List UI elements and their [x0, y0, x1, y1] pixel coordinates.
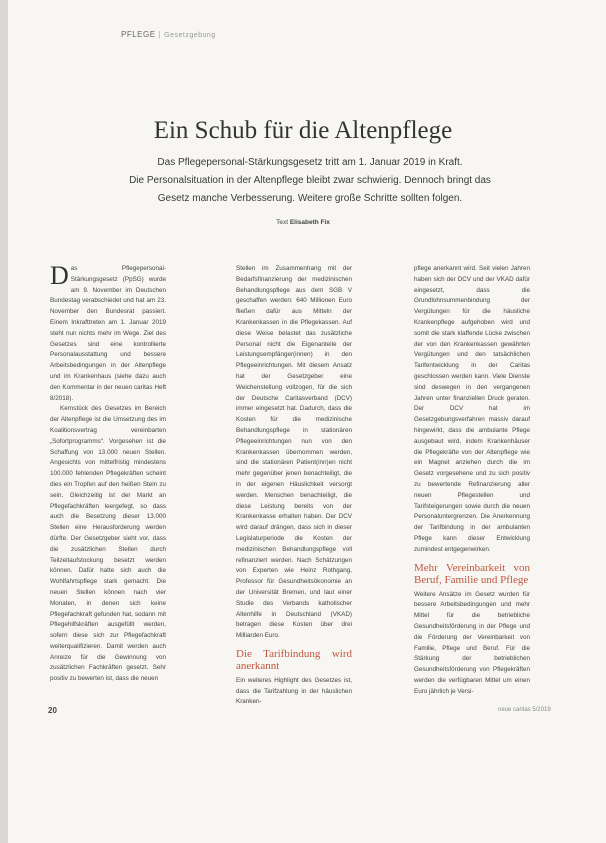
magazine-name: neue caritas 5/2019 — [498, 707, 551, 713]
lead-line-2: Die Personalsituation in der Altenpflege bleibt zwar schwierig. Dennoch bringt das — [129, 175, 491, 186]
page-number: 20 — [48, 706, 57, 715]
subheading-vereinbarkeit: Mehr Vereinbarkeit von Beruf, Familie und Pflege — [414, 561, 530, 586]
column-2-paragraph-1: Stellen im Zusammenhang mit der Bedarfsfinanzierung der medizinischen Behandlungspflege aus dem SGB V geschaffen werden: 640 Millionen Euro fließen dafür aus Mitteln der Krankenkassen in die Pflegekassen. Auf diese Weise belastet das zusätzliche Personal nicht die Eigenanteile der Leistungsempfänger(innen) in den Pflegeeinrichtungen. Mit diesem Ansatz hat der Gesetzgeber eine Weichenstellung vollzogen, für die sich der Deutsche Caritasverband (DCV) immer eingesetzt hat. Dadurch, dass die Kosten für die medizinische Behandlungspflege in stationären Pflegeeinrichtungen nun von den Krankenkassen übernommen werden, sind die stationären Patient(inn)en nicht mehr gegenüber jenen benachteiligt, die in der eigenen Häuslichkeit versorgt werden. Menschen benachteiligt, die diese Leistung bereits von der Krankenkasse erhalten haben. Der DCV wird darauf drängen, dass sich in dieser Legislaturperiode die Kosten der medizinischen Behandlungspflege voll refinanziert werden. Nach Schätzungen von Experten wie Heinz Rothgang, Professor für Gesundheitsökonomie an der Universität Bremen, und laut einer Studie des Verbands katholischer Altenhilfe in Deutschland (VKAD) betragen diese Kosten über drei Milliarden Euro. — [236, 265, 352, 640]
column-1-paragraph-1-text: as Pflegepersonal-Stärkungsgesetz (PpSG) wurde am 9. November im Deutschen Bundestag verabschiedet und hat am 23. November den Bundesrat passiert. Einem Inkrafttreten am 1. Januar 2019 steht nun nichts mehr im Wege. Ziel des Gesetzes sind eine kontrollierte Personalausstattung und bessere Arbeitsbedingungen in der Altenpflege und im Krankenhaus (siehe dazu auch den Kommentar in der neuen caritas Heft 8/2018). — [50, 265, 166, 402]
author-name: Elisabeth Fix — [289, 219, 330, 226]
author-byline — [0, 219, 606, 226]
column-1-paragraph-1 — [50, 261, 166, 404]
drop-cap: D — [50, 261, 69, 290]
text-column-2 — [236, 264, 352, 708]
article-lead — [110, 154, 510, 208]
column-3-paragraph-2: Weitere Ansätze im Gesetz wurden für bessere Arbeitsbedingungen und mehr Mittel für die betriebliche Gesundheitsförderung in der Pflege und die Förderung der Vereinbarkeit von Familie, Pflege und Beruf. Für die Stärkung der betrieblichen Gesundheitsförderung von Pflegekräften werden die verfügbaren Mittel um einen Euro jährlich je Versi- — [414, 590, 530, 695]
author-prefix: Text — [276, 219, 290, 226]
text-column-3 — [414, 264, 530, 697]
header-separator: | — [158, 30, 162, 39]
column-3-paragraph-1: pflege anerkannt wird. Seit vielen Jahren haben sich der DCV und der VKAD dafür eingesetzt, dass die Grundlohnsummenbindung der Vergütungen für die häusliche Krankenpflege aufgehoben wird und somit die stark klaffende Lücke zwischen der von den Krankenkassen gewährten Vergütungen und den tatsächlichen Tarifentwicklung in der Caritas geschlossen werden kann. Viele Dienste sind deswegen in den vergangenen Jahren unter finanziellen Druck geraten. Der DCV hat im Gesetzgebungsverfahren massiv darauf hingewirkt, dass die ambulante Pflege ausgebaut wird, indem Krankenhäuser die Pflegekräfte von der Altenpflege wie ein Magnet anziehen durch die im Gesetz vorgesehene und zu sich positiv zu bewertende Refinanzierung aller neuen Pflegestellen und Tarifsteigerungen sowie durch die neuen Personaluntergrenzen. Die Anerkennung der Tarifbindung in der ambulanten Pflege kann dieser Entwicklung zumindest entgegenwirken. — [414, 265, 530, 553]
column-2-paragraph-2: Ein weiteres Highlight des Gesetzes ist, dass die Tarifzahlung in der häuslichen Kranken- — [236, 676, 352, 706]
lead-line-1: Das Pflegepersonal-Stärkungsgesetz tritt am 1. Januar 2019 in Kraft. — [157, 157, 463, 168]
lead-line-3: Gesetz manche Verbesserung. Weitere große Schritte sollten folgen. — [157, 193, 463, 204]
column-1-paragraph-2: Kernstück des Gesetzes im Bereich der Altenpflege ist die Umsetzung des im Koalitionsvertrag vereinbarten „Sofortprogramms“. Vorgesehen ist die Schaffung von 13.000 neuen Stellen. Angesichts von mittelfristig mindestens 100.000 fehlenden Pflegekräften scheint dies ein Tropfen auf den heißen Stein zu sein. Gleichzeitig ist der Markt an Pflegefachkräften leergefegt, so dass auch die Besetzung dieser 13.000 Stellen eine Herausforderung werden dürfte. Der Gesetzgeber sieht vor, dass die zusätzlichen Stellen durch Teilzeitaufstockung besetzt werden können. Dafür hatte sich auch die Wohlfahrtspflege stark gemacht. Die neuen Stellen können nach vier Monaten, in denen sich keine Pflegefachkraft gefunden hat, sodann mit Pflegehilfskräften ausgefüllt werden, sofern diese sich zur Pflegefachkraft weiterqualifizieren. Damit werden auch Anreize für die Gewinnung von zusätzlichen Fachkräften gesetzt. Sehr positiv zu bewerten ist, dass die neuen — [50, 405, 166, 683]
article-title: Ein Schub für die Altenpflege — [153, 117, 453, 144]
section-label: PFLEGE — [121, 30, 156, 39]
section-header — [121, 30, 216, 39]
subsection-label: Gesetzgebung — [164, 32, 216, 39]
text-column-1 — [50, 261, 166, 685]
subheading-tarifbindung: Die Tarifbindung wird anerkannt — [236, 647, 352, 672]
